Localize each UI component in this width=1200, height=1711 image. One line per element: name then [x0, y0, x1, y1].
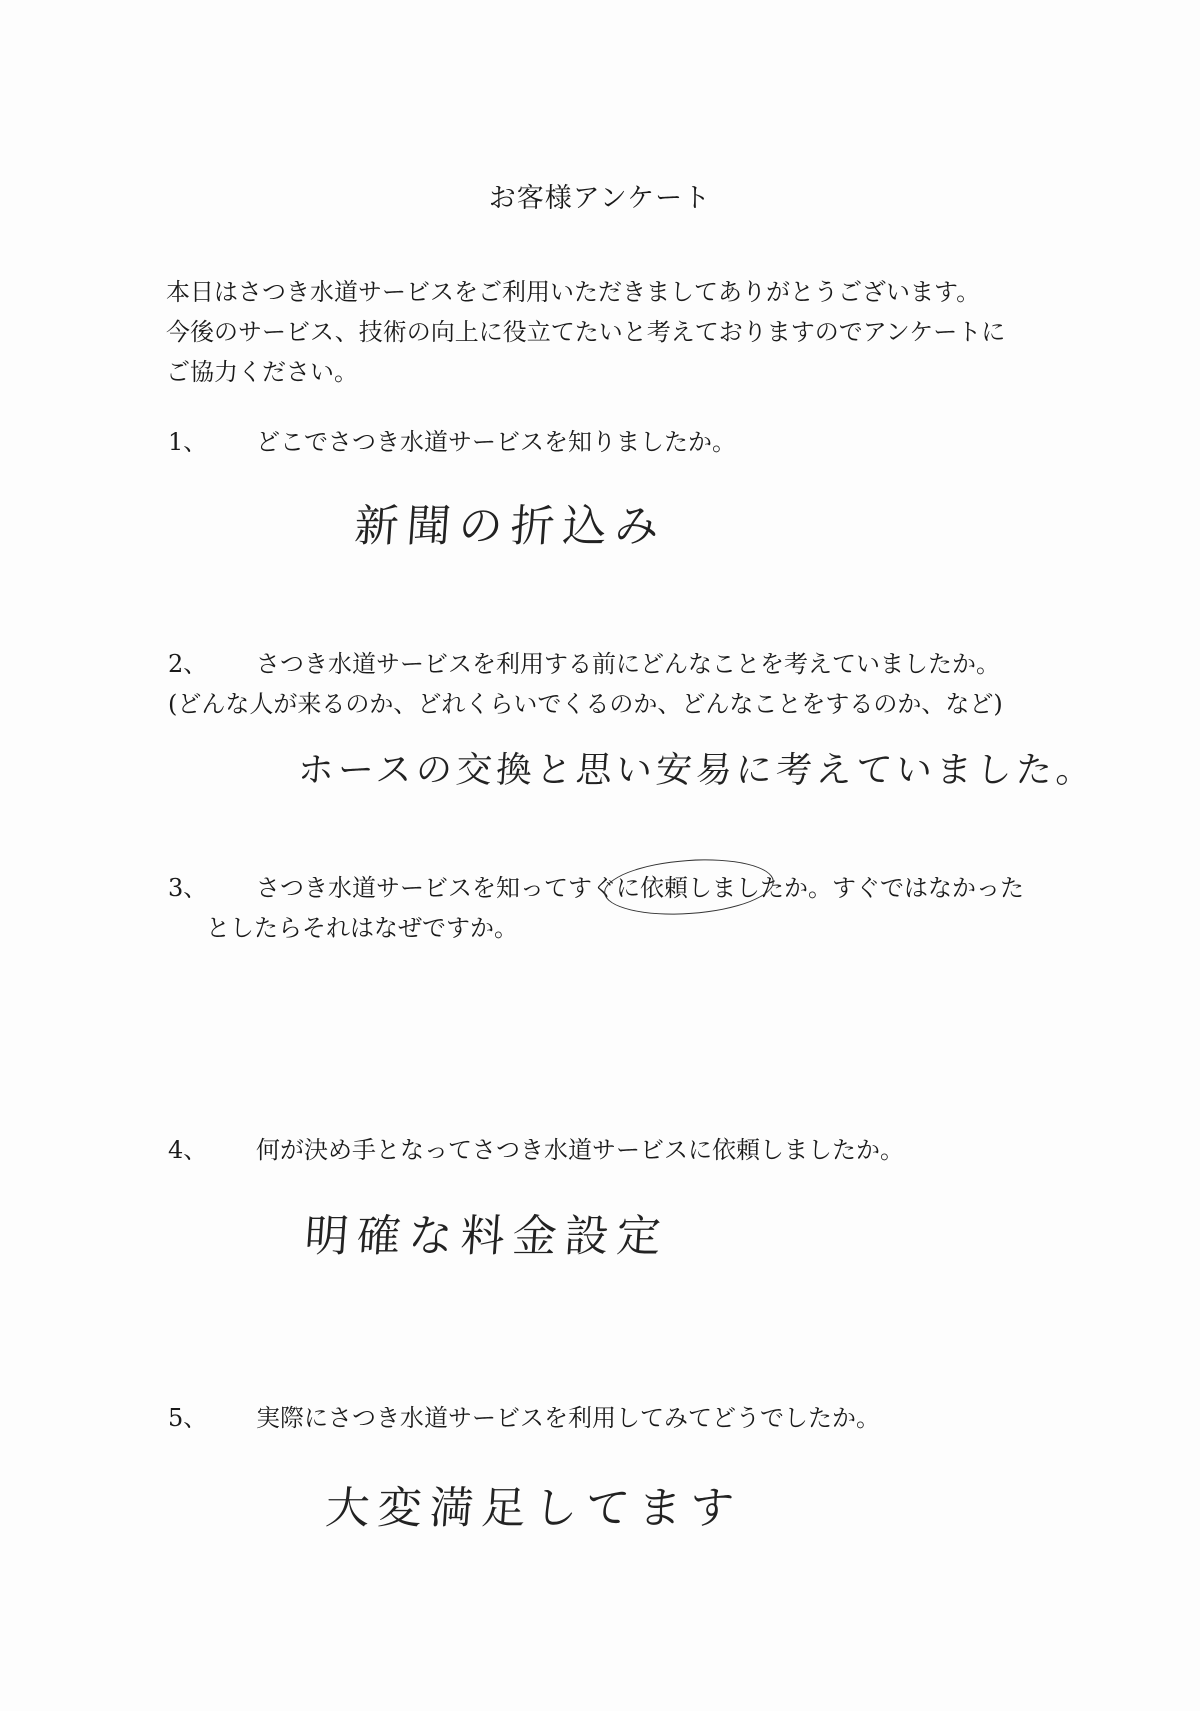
question-number: 4、: [168, 1136, 208, 1164]
handwritten-answer-2: ホースの交換と思い安易に考えていました。: [296, 750, 1098, 791]
question-5: [168, 1398, 1088, 1438]
question-text: どこでさつき水道サービスを知りましたか。: [256, 428, 736, 456]
question-text: 実際にさつき水道サービスを利用してみてどうでしたか。: [256, 1404, 880, 1432]
question-number: 2、: [168, 650, 208, 678]
question-subtext: としたらそれはなぜですか。: [206, 914, 518, 942]
question-4: [168, 1130, 1088, 1170]
question-number: 1、: [168, 428, 208, 456]
intro-line: ご協力ください。: [166, 358, 358, 386]
question-2: [168, 644, 1088, 724]
intro-text: [166, 272, 1066, 392]
question-text: 何が決め手となってさつき水道サービスに依頼しましたか。: [256, 1136, 904, 1164]
question-text: さつき水道サービスを利用する前にどんなことを考えていましたか。: [256, 650, 1000, 678]
handwritten-answer-1: 新聞の折込み: [352, 501, 669, 552]
page-title: お客様アンケート: [488, 183, 712, 214]
question-text: さつき水道サービスを知ってすぐに依頼しましたか。すぐではなかった: [256, 874, 1024, 902]
intro-line: 本日はさつき水道サービスをご利用いただきましてありがとうございます。: [166, 278, 981, 306]
question-subtext: (どんな人が来るのか、どれくらいでくるのか、どんなことをするのか、など): [168, 690, 1003, 718]
intro-line: 今後のサービス、技術の向上に役立てたいと考えておりますのでアンケートに: [166, 318, 1006, 346]
handwritten-answer-4: 明確な料金設定: [302, 1211, 671, 1262]
question-1: [168, 422, 1088, 462]
question-number: 5、: [168, 1404, 208, 1432]
handwritten-answer-5: 大変満足してます: [323, 1483, 744, 1534]
question-number: 3、: [168, 874, 208, 902]
